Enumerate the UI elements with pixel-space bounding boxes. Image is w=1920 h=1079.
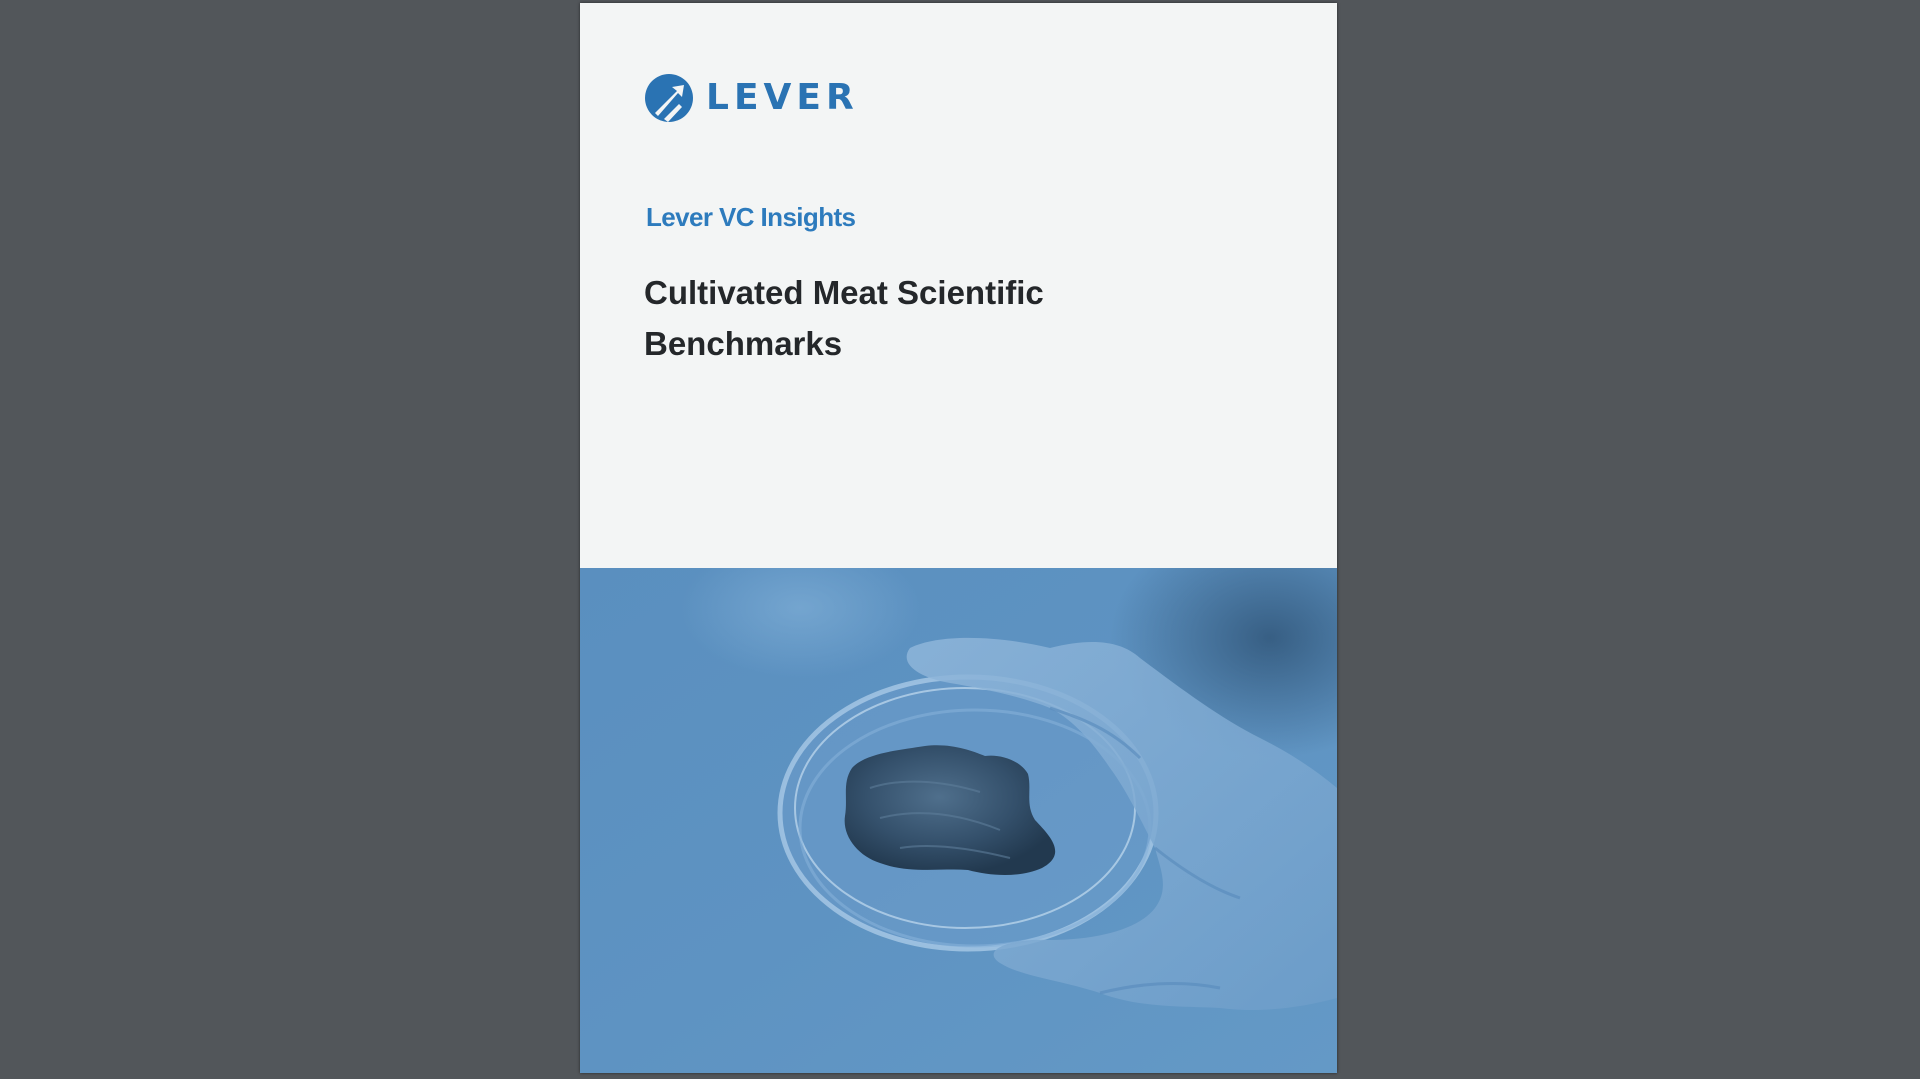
cover-photo xyxy=(580,568,1337,1073)
report-series-label: Lever VC Insights xyxy=(646,202,856,232)
lever-logo-icon xyxy=(644,73,694,123)
logo-wordmark: LEVER xyxy=(706,77,859,118)
document-page xyxy=(580,3,1337,1073)
brand-logo xyxy=(644,73,859,123)
report-title: Cultivated Meat Scientific Benchmarks xyxy=(644,274,1044,362)
